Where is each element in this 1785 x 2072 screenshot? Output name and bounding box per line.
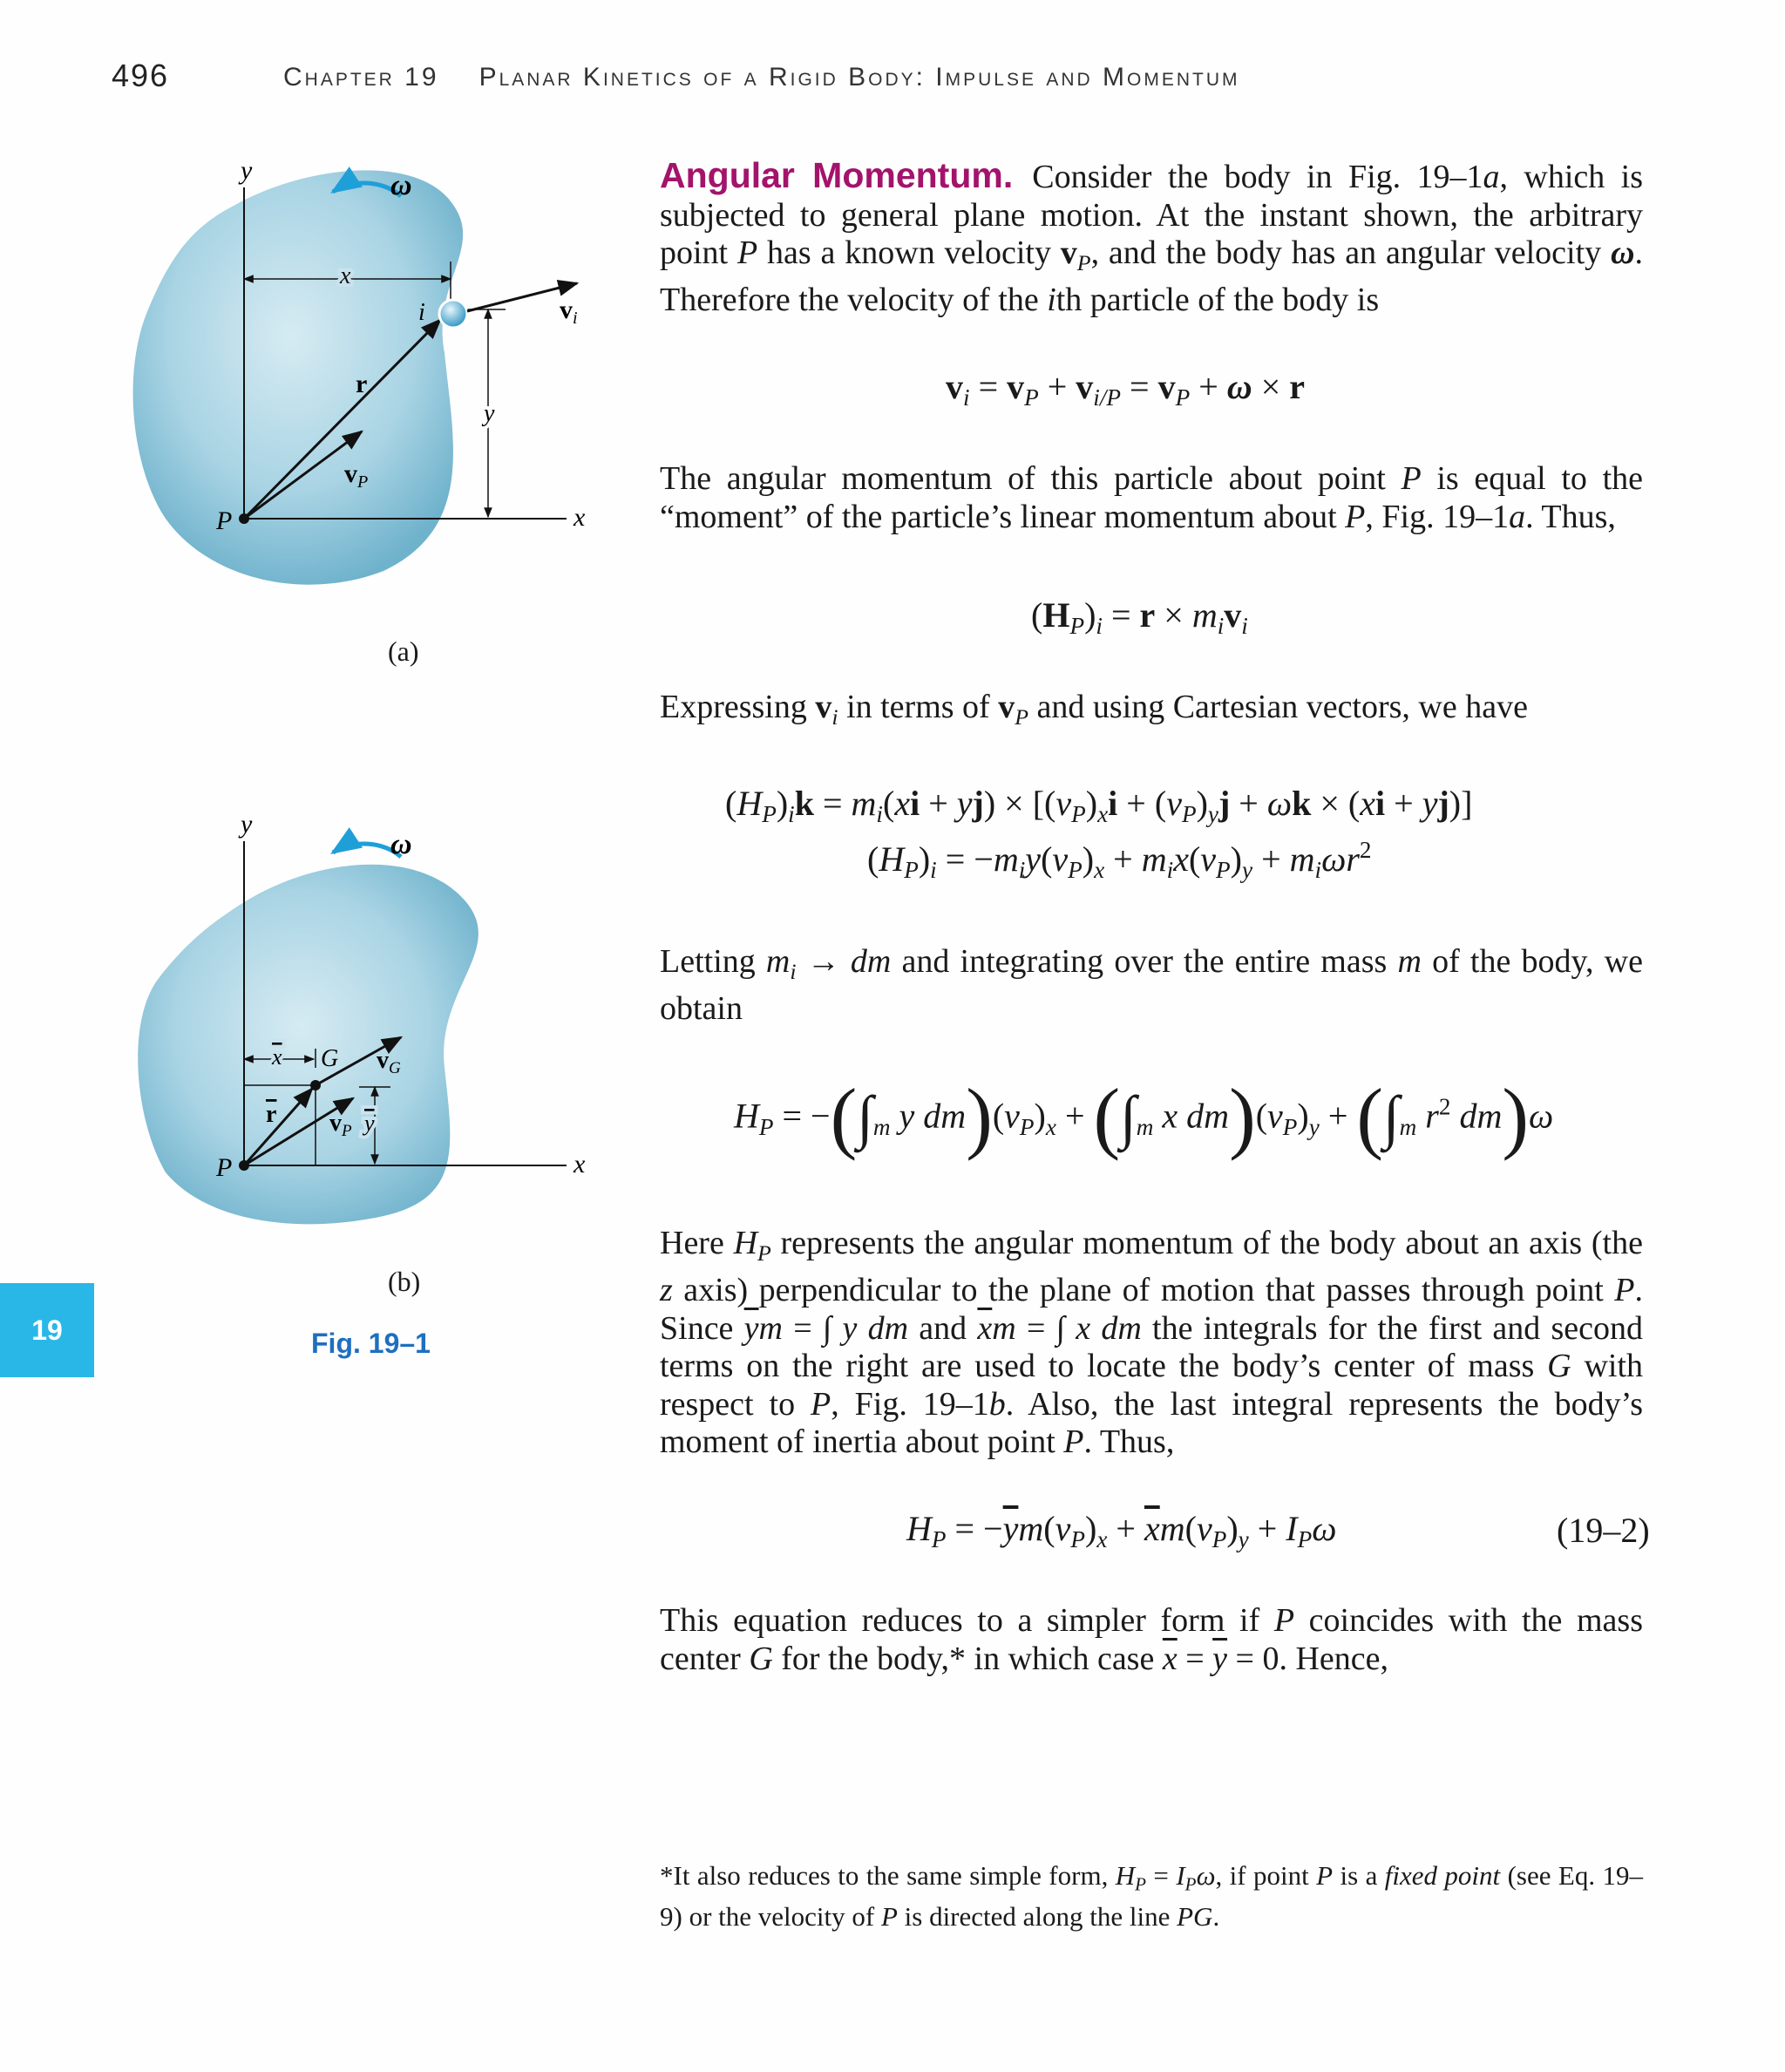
r-vector-label: r	[356, 370, 368, 398]
x-dimension-label: x	[340, 262, 351, 289]
omega-label: ω	[390, 169, 412, 201]
vG-vector-label: $v_G$	[377, 1047, 401, 1077]
page-number: 496	[112, 58, 170, 93]
equation-velocity: $v_i = v_P + v_{i/P} = v_P + \omega \times r$	[946, 367, 1306, 411]
ybar-label: y	[364, 1111, 375, 1136]
x-axis-label-b: x	[574, 1150, 586, 1179]
y-axis-label: y	[241, 156, 253, 185]
particle-i-label: i	[418, 299, 425, 326]
equation-cartesian-2: $(H_P)_i = -m_iy(v_P)_x + m_ix(v_P)_y + m_i\omega r^2$	[867, 837, 1372, 884]
point-P-label: P	[216, 506, 233, 535]
equation-integral: $H_P = -(\int_m$ y $dm)(v_P)_x + (\int_m$ x $dm)(v_P)_y + (\int_m$ $r^2$ dm)ω	[734, 1072, 1554, 1161]
omega-label-b: ω	[390, 828, 412, 860]
xbar-label: x	[272, 1044, 282, 1070]
y-dimension-label: y	[484, 400, 495, 427]
y-axis-label-b: y	[241, 810, 253, 839]
figure-a-subcaption: (a)	[388, 635, 419, 667]
point-P-label-b: P	[216, 1153, 233, 1182]
paragraph-5: Here $H_P$ represents the angular momentum of the body about an axis (the z axis) perpendicular to the plane of motion that passes through point P. Since $\overline{y}m$ = ∫ y dm and $\overline{x}m$ = ∫ x dm the integrals for the first and second terms on the right are used to locate the body’s center of mass G with respect to P, Fig. 19–1b. Also, the last integral represents the body’s moment of inertia about point P. Thus,	[660, 1225, 1644, 1461]
chapter-tab: 19	[0, 1283, 94, 1377]
equation-cartesian-1: $(H_P)_ik = m_i(xi + yj) \times [(v_P)_xi + (v_P)_yj + \omega k \times (xi + yj)]$	[725, 784, 1473, 828]
footnote: *It also reduces to the same simple form, $H_P = I_P\omega$, if point P is a fixed point (see Eq. 19–9) or the velocity of P is directed along the line PG.	[660, 1860, 1644, 1933]
figure-19-1a	[131, 153, 619, 615]
equation-number: (19–2)	[1557, 1511, 1650, 1550]
equation-19-2: $H_P = -\overline{y}m(v_P)_x + \overline{x}m(v_P)_y + I_P\omega$	[906, 1509, 1337, 1553]
paragraph-2: The angular momentum of this particle about point P is equal to the “moment” of the particle’s linear momentum about P, Fig. 19–1a. Thus,	[660, 460, 1643, 535]
rigid-body-shape-b	[138, 865, 478, 1225]
figure-caption: Fig. 19–1	[311, 1328, 431, 1359]
equation-particle-angular-momentum: $(H_P)_i = r \times m_iv_i$	[1031, 595, 1248, 640]
figure-b-subcaption: (b)	[388, 1266, 421, 1297]
paragraph-6: This equation reduces to a simpler form if P coincides with the mass center G for the body,* in which case $\overline{x} = \overline{y} = 0$. Hence,	[660, 1602, 1643, 1677]
rigid-body-shape	[133, 170, 464, 584]
paragraph-3: Expressing $v_i$ in terms of $v_P$ and using Cartesian vectors, we have	[660, 689, 1528, 730]
running-head	[283, 63, 1240, 92]
chapter-title: Planar Kinetics of a Rigid Body: Impulse and Momentum	[478, 63, 1240, 92]
x-axis-label: x	[574, 503, 586, 532]
section-heading: Angular Momentum.	[660, 155, 1014, 195]
paragraph-4: Letting $m_i$ → dm and integrating over the entire mass m of the body, we obtain	[660, 943, 1643, 1028]
paragraph-1: Angular Momentum. Consider the body in Fig. 19–1a, which is subjected to general plane motion. At the instant shown, the arbitrary point P has a known velocity $v_P$, and the body has an angular velocity ω. Therefore the velocity of the ith particle of the body is	[660, 155, 1644, 319]
vi-vector-label: $v_i$	[560, 296, 578, 328]
vP-vector-label: $v_P$	[344, 459, 369, 492]
rbar-label: r	[266, 1101, 277, 1128]
figure-19-1b	[131, 806, 619, 1251]
vP-vector-label-b: $v_P$	[329, 1110, 352, 1140]
chapter-label: Chapter 19	[283, 63, 439, 92]
point-G-label: G	[321, 1045, 339, 1072]
